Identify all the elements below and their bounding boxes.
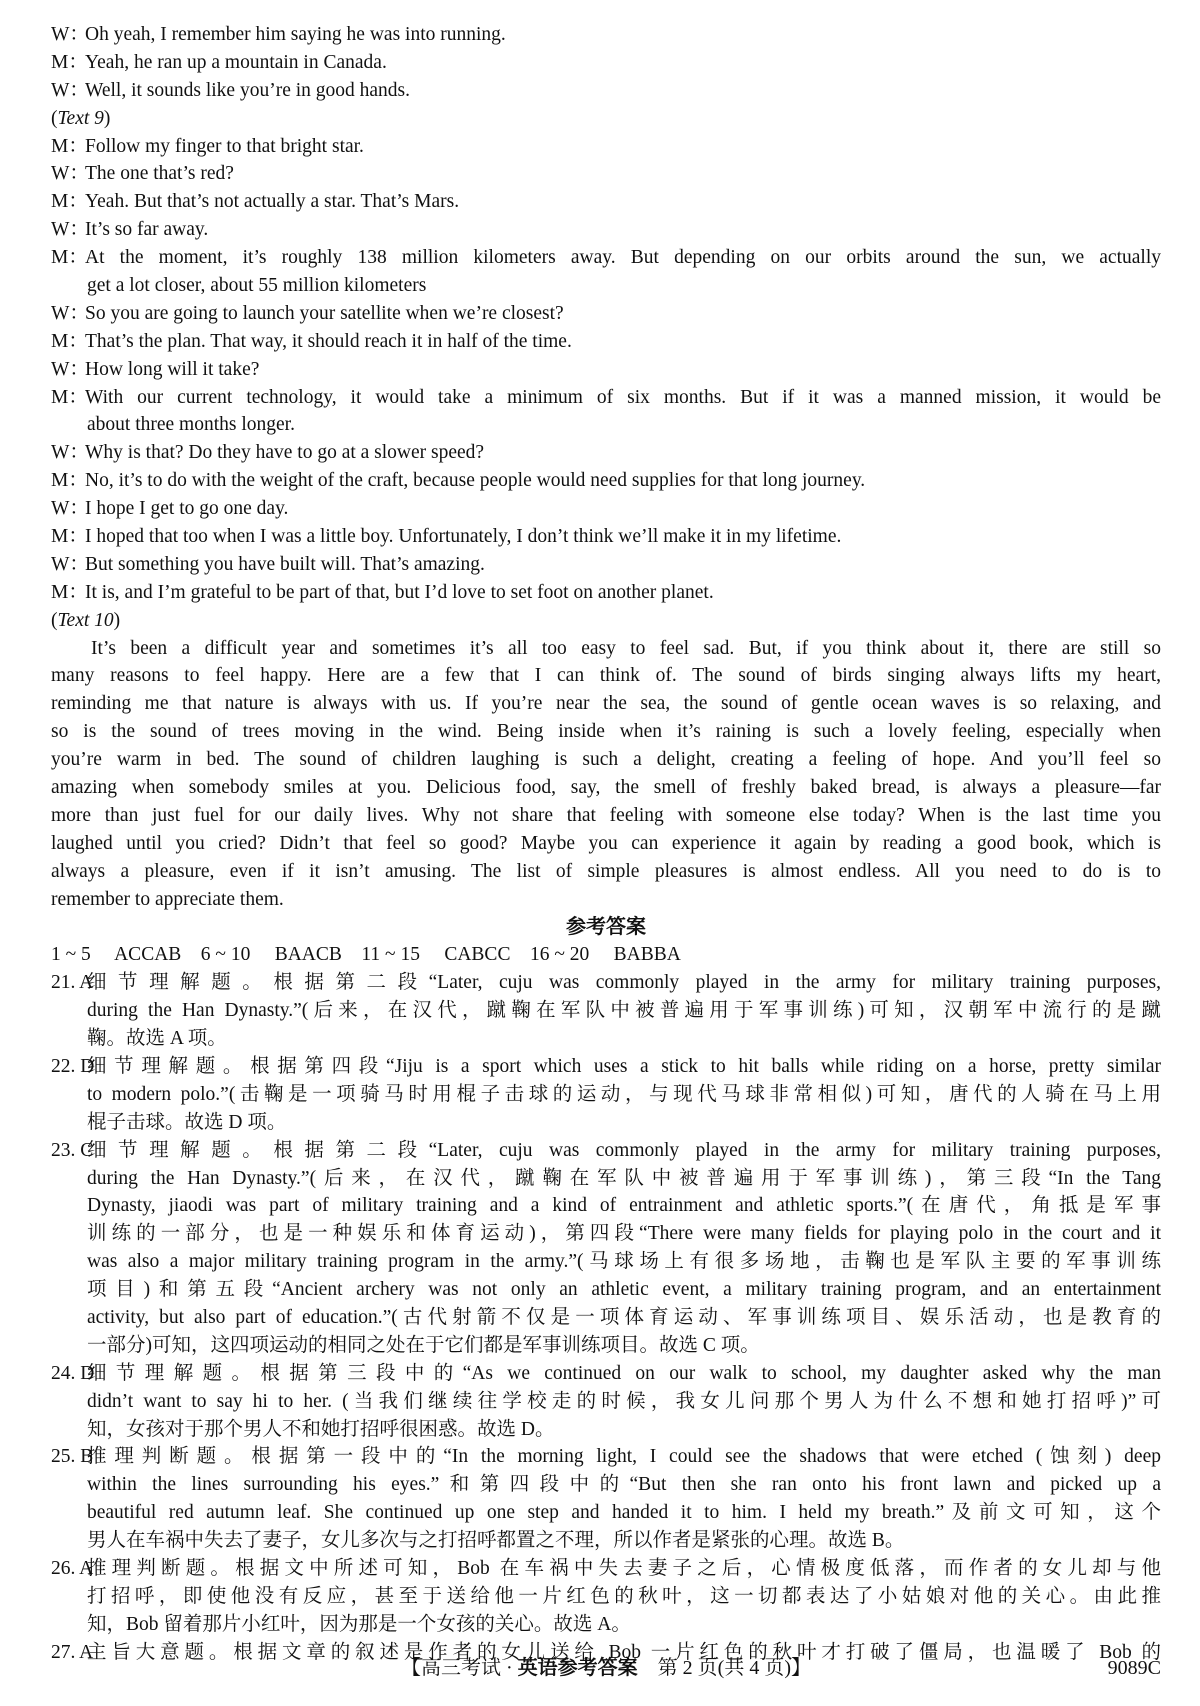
dialogue-line xyxy=(51,579,1161,607)
line-text: 推理判断题。根据文中所述可知，Bob 在车祸中失去妻子之后，心情极度低落，而作者的女儿却与他 xyxy=(87,1557,1161,1579)
continuation-line xyxy=(51,1192,1161,1220)
continuation-line xyxy=(51,1583,1161,1611)
line-text: during the Han Dynasty.”(后来，在汉代，蹴鞠在军队中被普遍用于军事训练)可知，汉朝军中流行的是蹴 xyxy=(87,1000,1161,1022)
line-text: to modern polo.”(击鞠是一项骑马时用棍子击球的运动，与现代马球非常相似)可知，唐代的人骑在马上用 xyxy=(87,1083,1161,1105)
dialogue-line xyxy=(51,244,1161,272)
line-text: 棍子击球。故选 D 项。 xyxy=(87,1111,287,1133)
answer-document xyxy=(51,21,1161,1667)
continuation-line xyxy=(51,1025,1161,1053)
dialogue-line xyxy=(51,467,1161,495)
line-text: Dynasty, jiaodi was part of military training and a kind of entrainment and athletic sports.”(在唐代，角抵是军事 xyxy=(87,1195,1161,1217)
page-footer xyxy=(51,1654,1161,1682)
speaker-label: M： xyxy=(51,330,88,352)
line-text: laughed until you cried? Didn’t that feel so good? Maybe you can experience it again by reading a good book, which is xyxy=(51,832,1161,854)
line-text: But something you have built will. That’s amazing. xyxy=(85,553,485,575)
dialogue-line xyxy=(51,356,1161,384)
line-text: 推理判断题。根据第一段中的“In the morning light, I could see the shadows that were etched (蚀刻) deep xyxy=(87,1446,1161,1468)
line-text: about three months longer. xyxy=(87,414,295,436)
section-heading xyxy=(51,914,1161,942)
line-text: Why is that? Do they have to go at a slower speed? xyxy=(85,442,485,464)
line-text: 细节理解题。根据第三段中的“As we continued on our walk to school, my daughter asked why the man xyxy=(87,1362,1161,1384)
dialogue-line xyxy=(51,300,1161,328)
line-text: How long will it take? xyxy=(85,358,260,380)
line-text: That’s the plan. That way, it should reach it in half of the time. xyxy=(85,330,572,352)
line-text: Oh yeah, I remember him saying he was into running. xyxy=(85,24,506,45)
footer-bracket-right: 】 xyxy=(791,1657,811,1679)
text-label-wrapper: (Text 10) xyxy=(51,609,121,631)
footer-exam-name: 高三考试 · xyxy=(421,1657,518,1679)
dialogue-line xyxy=(51,160,1161,188)
passage-line xyxy=(51,662,1161,690)
speaker-label: W： xyxy=(51,24,89,45)
dialogue-line xyxy=(51,216,1161,244)
continuation-line xyxy=(51,997,1161,1025)
line-text: It’s so far away. xyxy=(85,219,209,241)
line-text: didn’t want to say hi to her. (当我们继续往学校走的时候，我女儿问那个男人为什么不想和她打招呼)”可 xyxy=(87,1390,1161,1412)
line-text: 1 ~ 5 ACCAB 6 ~ 10 BAACB 11 ~ 15 CABCC 16 ~ 20 BABBA xyxy=(51,944,681,966)
passage-line xyxy=(51,774,1161,802)
line-text: was also a major military training program in the army.”(马球场上有很多场地，击鞠也是军队主要的军事训练 xyxy=(87,1251,1161,1273)
line-text: I hope I get to go one day. xyxy=(85,498,289,520)
line-text: 鞠。故选 A 项。 xyxy=(87,1028,227,1050)
text-label-name: Text 9 xyxy=(57,107,104,129)
text-label-wrapper: (Text 9) xyxy=(51,107,111,129)
line-text: 主旨大意题。根据文章的叙述是作者的女儿送给 Bob 一片红色的秋叶才打破了僵局，也温暖了 Bob 的 xyxy=(87,1641,1161,1663)
answer-number: 21. A xyxy=(51,972,94,994)
answer-item xyxy=(51,1443,1161,1471)
answer-number: 23. C xyxy=(51,1139,94,1161)
passage-line xyxy=(51,690,1161,718)
continuation-line xyxy=(51,1081,1161,1109)
line-text: I hoped that too when I was a little boy. Unfortunately, I don’t think we’ll make it in my lifetime. xyxy=(85,526,842,548)
continuation-line xyxy=(51,1499,1161,1527)
speaker-label: W： xyxy=(51,358,89,380)
line-text: many reasons to feel happy. Here are a few that I can think of. The sound of birds singing always lifts my heart, xyxy=(51,665,1161,687)
line-text: 细节理解题。根据第二段“Later, cuju was commonly played in the army for military training purposes, xyxy=(87,1139,1161,1161)
continuation-line xyxy=(51,1109,1161,1137)
footer-doc-title: 英语参考答案 xyxy=(517,1657,638,1679)
line-text: 打招呼，即使他没有反应，甚至于送给他一片红色的秋叶，这一切都表达了小姑娘对他的关心。由此推 xyxy=(87,1585,1161,1607)
continuation-line xyxy=(51,1220,1161,1248)
speaker-label: M： xyxy=(51,386,88,408)
speaker-label: W： xyxy=(51,79,89,101)
footer-page-number: 第 2 页(共 4 页) xyxy=(637,1657,791,1679)
footer-title xyxy=(51,1654,1161,1682)
dialogue-line xyxy=(51,21,1161,49)
speaker-label: M： xyxy=(51,470,88,492)
passage-line xyxy=(51,718,1161,746)
line-text: It is, and I’m grateful to be part of that, but I’d love to set foot on another planet. xyxy=(85,581,714,603)
answer-number: 22. D xyxy=(51,1055,95,1077)
continuation-line xyxy=(51,1471,1161,1499)
answer-number: 26. A xyxy=(51,1557,94,1579)
continuation-line xyxy=(51,1304,1161,1332)
continuation-line xyxy=(51,1416,1161,1444)
line-text: Well, it sounds like you’re in good hands. xyxy=(85,79,411,101)
dialogue-line xyxy=(51,384,1161,412)
line-text: 细节理解题。根据第四段“Jiju is a sport which uses a stick to hit balls while riding on a horse, pretty similar xyxy=(87,1055,1161,1077)
footer-code: 9089C xyxy=(1107,1657,1161,1679)
answer-number: 24. D xyxy=(51,1362,95,1384)
dialogue-line xyxy=(51,551,1161,579)
line-text: So you are going to launch your satellite when we’re closest? xyxy=(85,302,564,324)
text-label xyxy=(51,105,1161,133)
continuation-line xyxy=(51,1611,1161,1639)
speaker-label: M： xyxy=(51,247,88,269)
passage-line xyxy=(51,886,1161,914)
answer-item xyxy=(51,1137,1161,1165)
dialogue-line xyxy=(51,77,1161,105)
line-text: you’re warm in bed. The sound of children laughing is such a delight, creating a feeling of hope. And you’ll feel so xyxy=(51,749,1161,771)
answer-key-line xyxy=(51,941,1161,969)
continuation-line xyxy=(51,1332,1161,1360)
line-text: 项目)和第五段“Ancient archery was not only an athletic event, a military training program, and an entertainment xyxy=(87,1279,1161,1301)
answer-item xyxy=(51,969,1161,997)
line-text: At the moment, it’s roughly 138 million kilometers away. But depending on our orbits around the sun, we actually xyxy=(85,247,1161,269)
continuation-line xyxy=(51,272,1161,300)
dialogue-line xyxy=(51,523,1161,551)
answer-item xyxy=(51,1360,1161,1388)
line-text: Yeah. But that’s not actually a star. That’s Mars. xyxy=(85,191,460,213)
speaker-label: W： xyxy=(51,442,89,464)
speaker-label: M： xyxy=(51,191,88,213)
answer-item xyxy=(51,1555,1161,1583)
passage-line xyxy=(51,635,1161,663)
line-text: always a pleasure, even if it isn’t amusing. The list of simple pleasures is almost endless. All you need to do is to xyxy=(51,860,1161,882)
line-text: 知，Bob 留着那片小红叶，因为那是一个女孩的关心。故选 A。 xyxy=(87,1613,631,1635)
continuation-line xyxy=(51,1248,1161,1276)
answer-number: 27. A xyxy=(51,1641,94,1663)
line-text: 训练的一部分，也是一种娱乐和体育运动)，第四段“There were many fields for playing polo in the court and it xyxy=(87,1223,1161,1245)
speaker-label: M： xyxy=(51,526,88,548)
line-text: activity, but also part of education.”(古代射箭不仅是一项体育运动、军事训练项目、娱乐活动，也是教育的 xyxy=(87,1306,1161,1328)
line-text: 细节理解题。根据第二段“Later, cuju was commonly played in the army for military training purposes, xyxy=(87,972,1161,994)
passage-line xyxy=(51,746,1161,774)
line-text: Yeah, he ran up a mountain in Canada. xyxy=(85,51,387,73)
continuation-line xyxy=(51,1388,1161,1416)
line-text: With our current technology, it would take a minimum of six months. But if it was a manned mission, it would be xyxy=(85,386,1161,408)
dialogue-line xyxy=(51,49,1161,77)
speaker-label: W： xyxy=(51,302,89,324)
speaker-label: W： xyxy=(51,553,89,575)
line-text: so is the sound of trees moving in the wind. Being inside when it’s raining is such a lovely feeling, especially when xyxy=(51,721,1161,743)
line-text: It’s been a difficult year and sometimes it’s all too easy to feel sad. But, if you think about it, there are still so xyxy=(91,637,1161,659)
continuation-line xyxy=(51,1165,1161,1193)
line-text: 男人在车祸中失去了妻子，女儿多次与之打招呼都置之不理，所以作者是紧张的心理。故选 B。 xyxy=(87,1530,905,1552)
continuation-line xyxy=(51,1276,1161,1304)
text-label-name: Text 10 xyxy=(57,609,114,631)
answer-number: 25. B xyxy=(51,1446,94,1468)
dialogue-line xyxy=(51,188,1161,216)
line-text: during the Han Dynasty.”(后来，在汉代，蹴鞠在军队中被普遍用于军事训练)，第三段“In the Tang xyxy=(87,1167,1161,1189)
line-text: get a lot closer, about 55 million kilometers xyxy=(87,275,427,297)
line-text: No, it’s to do with the weight of the craft, because people would need supplies for that long journey. xyxy=(85,470,866,492)
answer-item xyxy=(51,1053,1161,1081)
dialogue-line xyxy=(51,495,1161,523)
line-text: amazing when somebody smiles at you. Delicious food, say, the smell of freshly baked bread, is always a pleasure—far xyxy=(51,777,1161,799)
speaker-label: W： xyxy=(51,219,89,241)
line-text: Follow my finger to that bright star. xyxy=(85,135,364,157)
speaker-label: M： xyxy=(51,135,88,157)
line-text: reminding me that nature is always with us. If you’re near the sea, the sound of gentle ocean waves is so relaxing, and xyxy=(51,693,1161,715)
passage-line xyxy=(51,802,1161,830)
line-text: 一部分)可知，这四项运动的相同之处在于它们都是军事训练项目。故选 C 项。 xyxy=(87,1334,760,1356)
continuation-line xyxy=(51,411,1161,439)
speaker-label: W： xyxy=(51,163,89,185)
line-text: more than just fuel for our daily lives. Why not share that feeling with someone else today? When is the last time you xyxy=(51,804,1161,826)
dialogue-line xyxy=(51,328,1161,356)
passage-line xyxy=(51,858,1161,886)
line-text: The one that’s red? xyxy=(85,163,234,185)
passage-line xyxy=(51,830,1161,858)
dialogue-line xyxy=(51,133,1161,161)
speaker-label: W： xyxy=(51,498,89,520)
line-text: within the lines surrounding his eyes.”和第四段中的“But then she ran onto his front lawn and picked up a xyxy=(87,1474,1161,1496)
text-label xyxy=(51,607,1161,635)
speaker-label: M： xyxy=(51,581,88,603)
continuation-line xyxy=(51,1527,1161,1555)
line-text: 知，女孩对于那个男人不和她打招呼很困惑。故选 D。 xyxy=(87,1418,555,1440)
speaker-label: M： xyxy=(51,51,88,73)
heading-text: 参考答案 xyxy=(566,915,646,938)
footer-bracket-left: 【 xyxy=(401,1657,421,1679)
dialogue-line xyxy=(51,439,1161,467)
line-text: beautiful red autumn leaf. She continued up one step and handed it to him. I held my breath.”及前文可知，这个 xyxy=(87,1502,1161,1524)
line-text: remember to appreciate them. xyxy=(51,888,284,910)
